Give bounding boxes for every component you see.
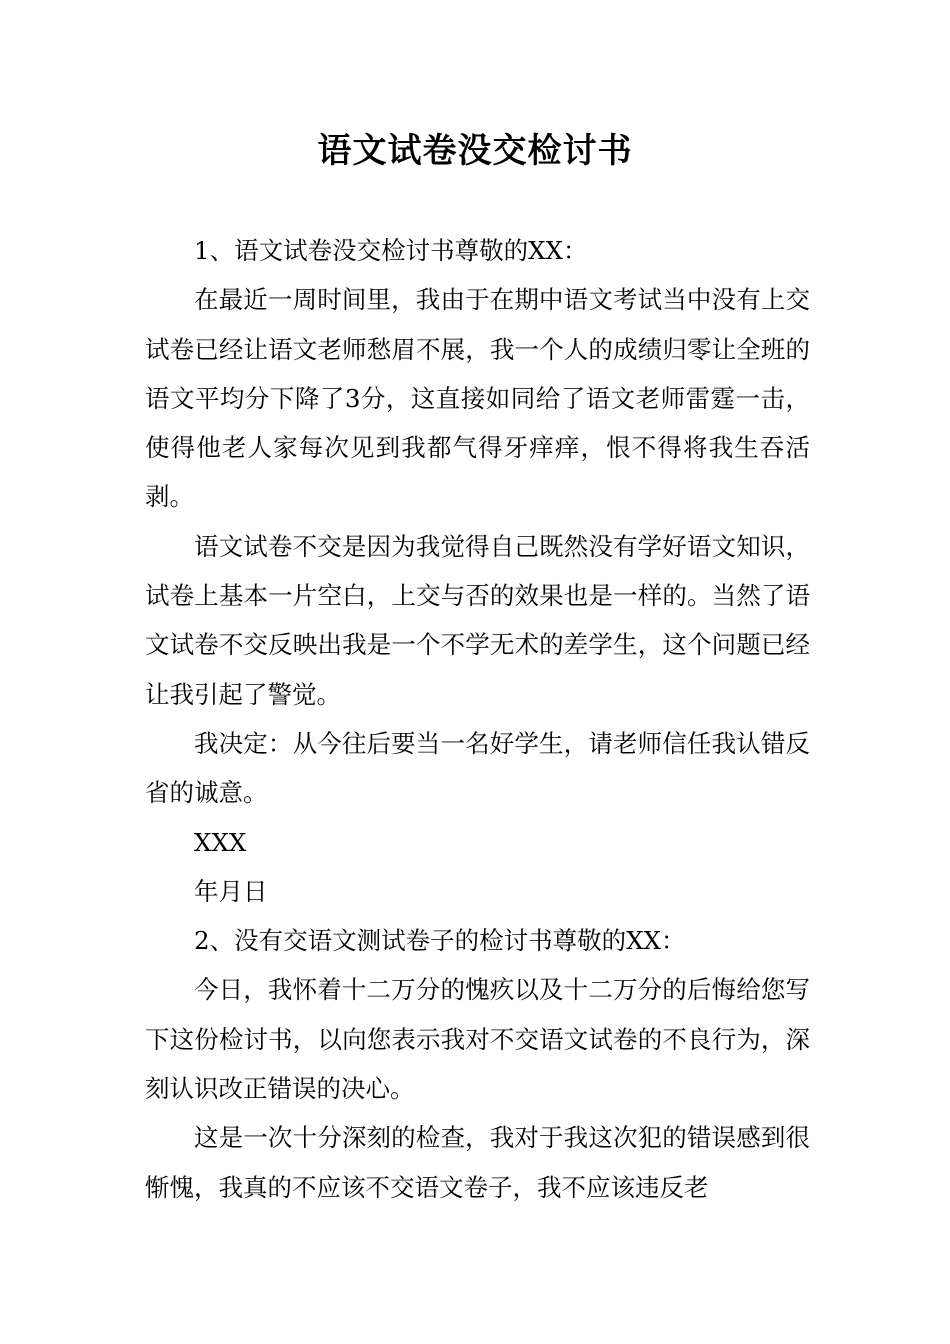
paragraph: 在最近一周时间里，我由于在期中语文考试当中没有上交试卷已经让语文老师愁眉不展，我一个人的成绩归零让全班的语文平均分下降了3分，这直接如同给了语文老师雷霆一击，使得他老人家每次见到我都气得牙痒痒，恨不得将我生吞活剥。 xyxy=(145,285,810,512)
paragraph: 这是一次十分深刻的检查，我对于我这次犯的错误感到很惭愧，我真的不应该不交语文卷子，我不应该违反老 xyxy=(145,1123,810,1202)
document-title: 语文试卷没交检讨书 xyxy=(317,131,633,171)
paragraph-heading-1: 1、语文试卷没交检讨书尊敬的XX： xyxy=(194,236,588,265)
paragraph: 语文试卷不交是因为我觉得自己既然没有学好语文知识，试卷上基本一片空白，上交与否的效果也是一样的。当然了语文试卷不交反映出我是一个不学无术的差学生，这个问题已经让我引起了警觉。 xyxy=(145,531,810,709)
paragraph: 我决定：从今往后要当一名好学生，请老师信任我认错反省的诚意。 xyxy=(145,728,810,808)
document-body xyxy=(145,226,810,1212)
signature-name: XXX xyxy=(194,827,247,857)
signature-date: 年月日 xyxy=(194,876,268,906)
paragraph: 今日，我怀着十二万分的愧疚以及十二万分的后悔给您写下这份检讨书，以向您表示我对不交语文试卷的不良行为，深刻认识改正错误的决心。 xyxy=(145,975,810,1104)
paragraph-heading-2: 2、没有交语文测试卷子的检讨书尊敬的XX： xyxy=(194,926,686,956)
